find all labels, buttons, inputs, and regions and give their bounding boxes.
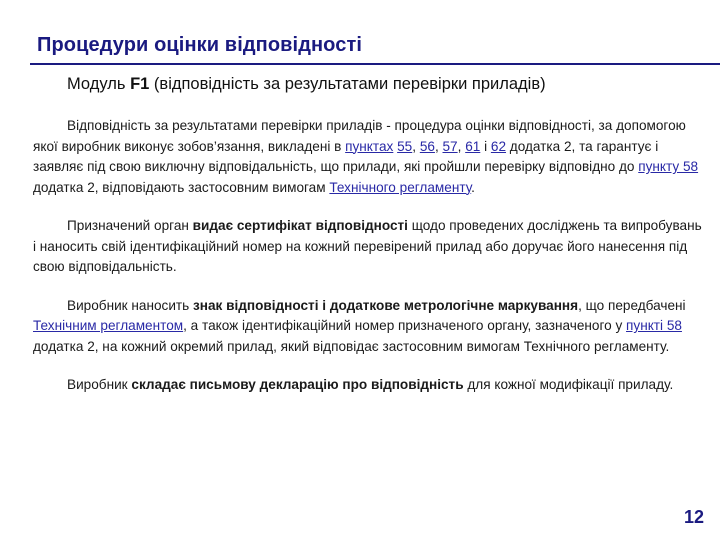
- paragraph-text: Виробник наносить: [67, 297, 194, 313]
- link-item-62[interactable]: 62: [490, 138, 507, 154]
- subtitle-prefix: Модуль: [67, 75, 131, 93]
- paragraph-text: додатка 2, відповідають застосовним вимогам: [33, 179, 330, 195]
- separator: ,: [457, 138, 466, 154]
- link-item-57[interactable]: 57: [442, 138, 458, 154]
- separator: і: [480, 138, 491, 154]
- paragraph-text: додатка 2, на кожний окремий прилад, який відповідає застосовним вимогам Технічного регламенту.: [33, 338, 670, 354]
- paragraph-text: , а також ідентифікаційний номер призначеного органу, зазначеного у: [183, 318, 627, 333]
- paragraph-emphasis: складає письмову декларацію про відповідність: [131, 377, 464, 392]
- link-item-55[interactable]: 55: [397, 138, 413, 154]
- paragraph-text: Призначений орган: [67, 218, 193, 233]
- module-code: F1: [130, 75, 150, 93]
- link-item-56[interactable]: 56: [419, 138, 435, 154]
- slide-subtitle: [67, 75, 546, 94]
- paragraph-text: , що передбачені: [578, 297, 686, 313]
- link-item-58[interactable]: пункту 58: [638, 159, 699, 174]
- paragraph-emphasis: знак відповідності і додаткове метрологічне маркування: [193, 297, 579, 313]
- page-number: 12: [683, 507, 704, 527]
- paragraph-text: щодо проведених досліджень та випробувань і наносить свій ідентифікаційний номер на кожний перевірений прилад або доручає його нанесення під свою відповідальність.: [33, 218, 702, 274]
- link-technical-regulation[interactable]: Технічним регламентом: [33, 318, 184, 333]
- link-technical-regulation[interactable]: Технічного регламенту: [329, 179, 472, 195]
- paragraph-emphasis: видає сертифікат відповідності: [192, 218, 408, 233]
- paragraph-text: Виробник: [67, 377, 132, 392]
- paragraph-text: Відповідність за результатами перевірки приладів - процедура оцінки відповідності, за допомогою якої виробник виконує зобов’язання, викладені в: [33, 118, 686, 154]
- paragraph-text: для кожної модифікації приладу.: [463, 377, 674, 392]
- subtitle-suffix: (відповідність за результатами перевірки приладів): [149, 75, 546, 93]
- separator: ,: [434, 138, 443, 154]
- paragraph-definition: [33, 116, 705, 198]
- link-item-61[interactable]: 61: [465, 138, 481, 154]
- link-item-58[interactable]: пункті 58: [626, 318, 682, 333]
- slide-body: [33, 116, 705, 414]
- title-divider: [30, 63, 720, 65]
- slide-title: Процедури оцінки відповідності: [37, 34, 363, 56]
- link-items[interactable]: пунктах: [345, 138, 394, 154]
- paragraph-text: .: [471, 179, 475, 195]
- paragraph-text: додатка 2, та гарантує і заявляє під свою виключну відповідальність, що прилади, які пройшли перевірку відповідно до: [33, 138, 659, 174]
- paragraph-declaration: [33, 375, 705, 396]
- separator: ,: [412, 138, 420, 154]
- paragraph-certificate: [33, 216, 705, 278]
- paragraph-marking: [33, 296, 705, 358]
